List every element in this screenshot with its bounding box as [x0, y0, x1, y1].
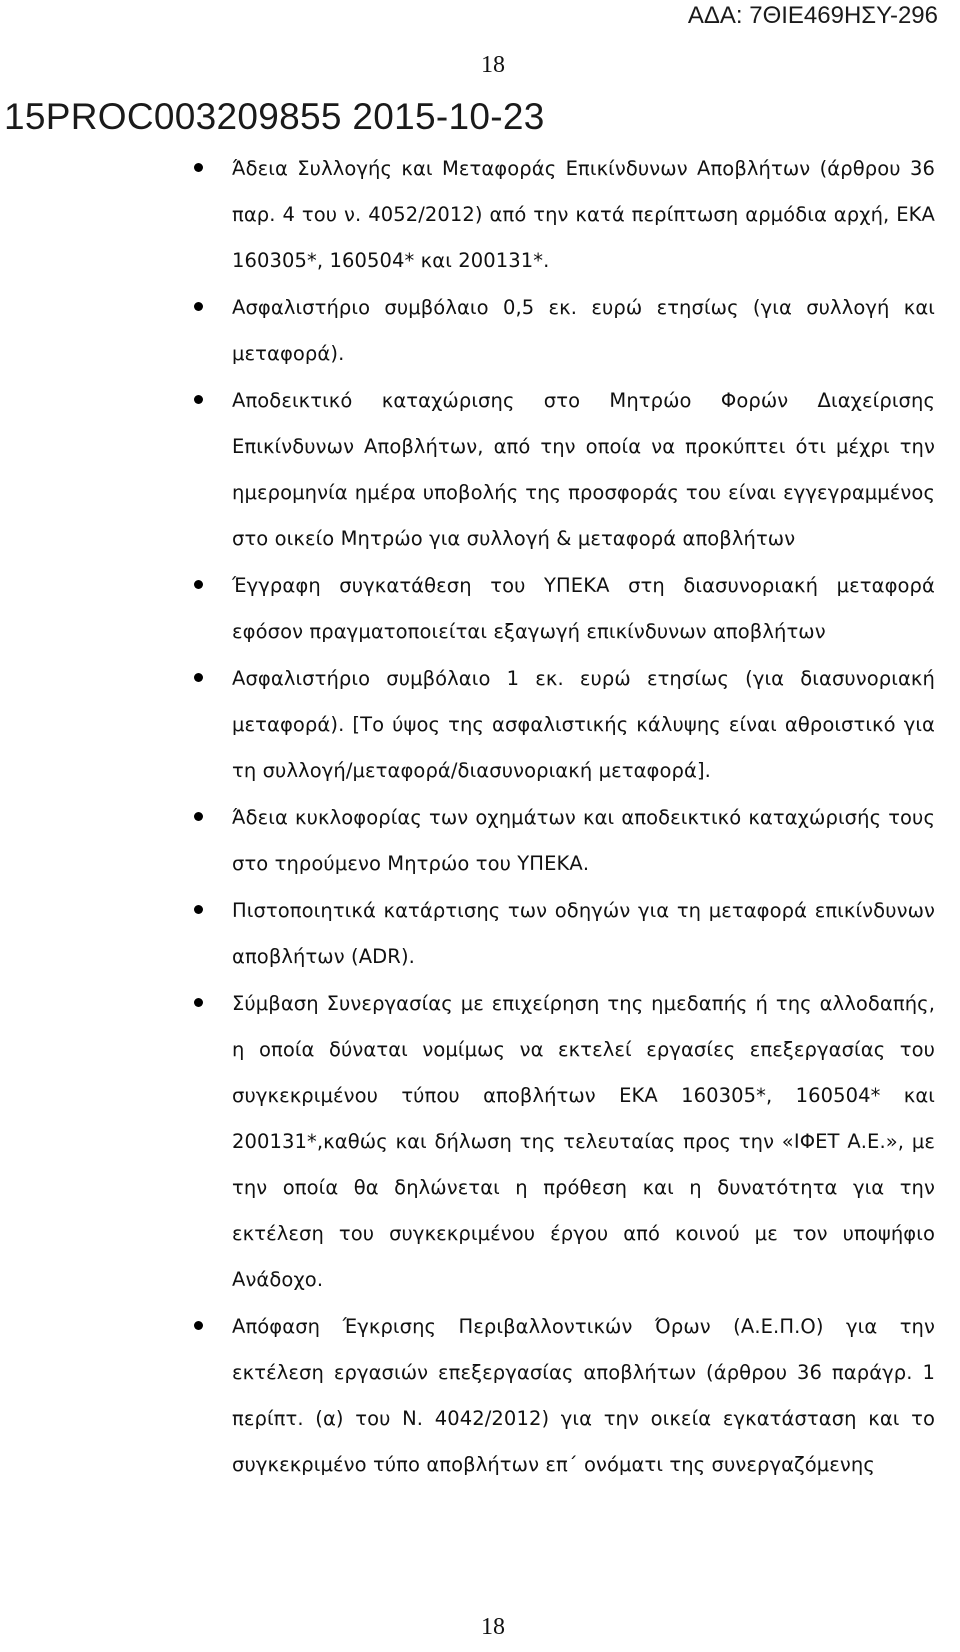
ada-code: ΑΔΑ: 7ΘΙΕ469ΗΣΥ-296	[687, 2, 938, 29]
list-item	[190, 285, 935, 377]
list-item-text: Έγγραφη συγκατάθεση του ΥΠΕΚΑ στη διασυνοριακή μεταφορά εφόσον πραγματοποιείται εξαγωγή επικίνδυνων αποβλήτων	[232, 574, 935, 643]
list-item	[190, 378, 935, 562]
list-item	[190, 1304, 935, 1488]
list-item-text: Άδεια Συλλογής και Μεταφοράς Επικίνδυνων Αποβλήτων (άρθρου 36 παρ. 4 του ν. 4052/2012) από την κατά περίπτωση αρμόδια αρχή, ΕΚΑ 160305*, 160504* και 200131*.	[232, 157, 935, 272]
bullet-icon	[194, 812, 203, 821]
list-item-text: Ασφαλιστήριο συμβόλαιο 1 εκ. ευρώ ετησίως (για διασυνοριακή μεταφορά). [Το ύψος της ασφαλιστικής κάλυψης είναι αθροιστικό για τη συλλογή/μεταφορά/διασυνοριακή μεταφορά].	[232, 667, 935, 782]
list-item	[190, 656, 935, 794]
requirements-list	[190, 146, 935, 1488]
list-item-text: Ασφαλιστήριο συμβόλαιο 0,5 εκ. ευρώ ετησίως (για συλλογή και μεταφορά).	[232, 296, 935, 365]
bullet-icon	[194, 580, 203, 589]
bullet-icon	[194, 1321, 203, 1330]
list-item	[190, 981, 935, 1303]
list-item-text: Απόφαση Έγκρισης Περιβαλλοντικών Όρων (Α.Ε.Π.Ο) για την εκτέλεση εργασιών επεξεργασίας αποβλήτων (άρθρου 36 παράγρ. 1 περίπτ. (α) του Ν. 4042/2012) για την οικεία εγκατάσταση και το συγκεκριμένο τύπο αποβλήτων επ΄ ονόματι της συνεργαζόμενης	[232, 1315, 935, 1476]
bullet-icon	[194, 302, 203, 311]
bullet-icon	[194, 163, 203, 172]
page-number-top: 18	[481, 52, 505, 78]
protocol-stamp: 15PROC003209855 2015-10-23	[4, 96, 545, 137]
list-item-text: Σύμβαση Συνεργασίας με επιχείρηση της ημεδαπής ή της αλλοδαπής, η οποία δύναται νομίμως να εκτελεί εργασίες επεξεργασίας του συγκεκριμένου τύπου αποβλήτων ΕΚΑ 160305*, 160504* και 200131*,καθώς και δήλωση της τελευταίας προς την «ΙΦΕΤ Α.Ε.», με την οποία θα δηλώνεται η πρόθεση και η δυνατότητα για την εκτέλεση του συγκεκριμένου έργου από κοινού με τον υποψήφιο Ανάδοχο.	[232, 992, 935, 1291]
list-item-text: Πιστοποιητικά κατάρτισης των οδηγών για τη μεταφορά επικίνδυνων αποβλήτων (ADR).	[232, 899, 935, 968]
list-item	[190, 888, 935, 980]
page-number-bottom: 18	[481, 1614, 505, 1640]
list-item	[190, 146, 935, 284]
bullet-icon	[194, 998, 203, 1007]
bullet-icon	[194, 673, 203, 682]
bullet-icon	[194, 905, 203, 914]
list-item	[190, 563, 935, 655]
bullet-icon	[194, 395, 203, 404]
list-item-text: Άδεια κυκλοφορίας των οχημάτων και αποδεικτικό καταχώρισής τους στο τηρούμενο Μητρώο του ΥΠΕΚΑ.	[232, 806, 935, 875]
list-item	[190, 795, 935, 887]
list-item-text: Αποδεικτικό καταχώρισης στο Μητρώο Φορών Διαχείρισης Επικίνδυνων Αποβλήτων, από την οποία να προκύπτει ότι μέχρι την ημερομηνία ημέρα υποβολής της προσφοράς του είναι εγγεγραμμένος στο οικείο Μητρώο για συλλογή & μεταφορά αποβλήτων	[232, 389, 935, 550]
